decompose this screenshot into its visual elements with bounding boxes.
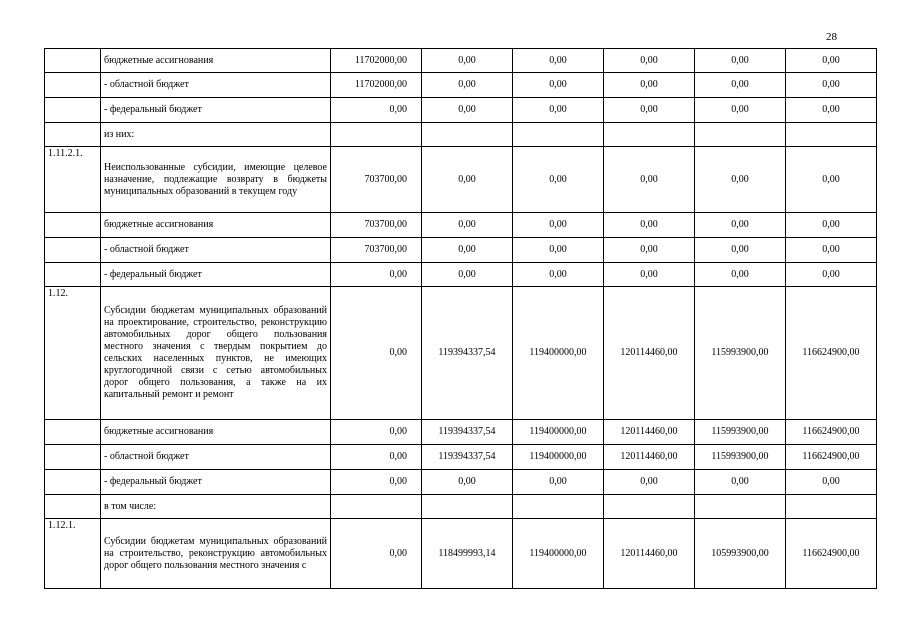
row-number-cell [45,123,101,147]
value-cell: 0,00 [331,470,422,495]
value-cell: 120114460,00 [604,420,695,445]
table-row [45,519,877,589]
value-cell: 0,00 [786,263,877,287]
value-cell: 115993900,00 [695,420,786,445]
value-cell: 0,00 [422,49,513,73]
description-cell: в том числе: [101,495,331,519]
value-cell: 11702000,00 [331,49,422,73]
table-row [45,238,877,263]
value-cell: 703700,00 [331,147,422,213]
value-cell: 0,00 [604,49,695,73]
value-cell [786,123,877,147]
value-cell: 0,00 [422,470,513,495]
value-cell [331,123,422,147]
row-number-cell: 1.11.2.1. [45,147,101,213]
value-cell: 0,00 [786,470,877,495]
value-cell: 0,00 [695,213,786,238]
budget-table [44,48,877,589]
value-cell: 0,00 [604,73,695,98]
row-number-cell [45,263,101,287]
value-cell: 0,00 [695,49,786,73]
table-row [45,123,877,147]
value-cell: 0,00 [422,213,513,238]
value-cell [786,495,877,519]
value-cell: 116624900,00 [786,445,877,470]
value-cell: 0,00 [331,287,422,420]
value-cell: 0,00 [422,238,513,263]
description-cell: - областной бюджет [101,73,331,98]
value-cell: 119394337,54 [422,445,513,470]
value-cell: 0,00 [695,470,786,495]
value-cell [422,123,513,147]
value-cell [695,495,786,519]
value-cell: 0,00 [331,519,422,589]
value-cell: 120114460,00 [604,445,695,470]
description-cell: - областной бюджет [101,445,331,470]
value-cell: 0,00 [604,213,695,238]
value-cell: 0,00 [695,238,786,263]
value-cell: 0,00 [786,213,877,238]
value-cell: 0,00 [604,98,695,123]
value-cell: 0,00 [786,73,877,98]
value-cell: 703700,00 [331,213,422,238]
row-number-cell [45,73,101,98]
value-cell: 119394337,54 [422,287,513,420]
value-cell [604,495,695,519]
value-cell: 116624900,00 [786,420,877,445]
value-cell: 0,00 [513,263,604,287]
value-cell: 0,00 [513,470,604,495]
table-row [45,147,877,213]
value-cell [331,495,422,519]
table-row [45,213,877,238]
description-cell: - федеральный бюджет [101,470,331,495]
description-cell: бюджетные ассигнования [101,420,331,445]
value-cell: 0,00 [513,98,604,123]
description-cell: Неиспользованные субсидии, имеющие целевое назначение, подлежащие возврату в бюджеты муниципальных образований в текущем году [101,147,331,213]
description-cell: - областной бюджет [101,238,331,263]
row-number-cell [45,445,101,470]
value-cell: 0,00 [513,147,604,213]
row-number-cell: 1.12.1. [45,519,101,589]
table-row [45,73,877,98]
row-number-cell [45,98,101,123]
value-cell: 116624900,00 [786,519,877,589]
row-number-cell: 1.12. [45,287,101,420]
value-cell: 119400000,00 [513,519,604,589]
value-cell [422,495,513,519]
table-row [45,420,877,445]
value-cell: 0,00 [786,98,877,123]
value-cell: 119394337,54 [422,420,513,445]
value-cell: 0,00 [786,238,877,263]
description-cell: - федеральный бюджет [101,263,331,287]
value-cell: 119400000,00 [513,420,604,445]
value-cell: 0,00 [786,147,877,213]
value-cell: 0,00 [604,147,695,213]
value-cell: 118499993,14 [422,519,513,589]
row-number-cell [45,495,101,519]
value-cell: 0,00 [331,263,422,287]
value-cell: 0,00 [695,147,786,213]
value-cell: 0,00 [422,147,513,213]
table-row [45,470,877,495]
value-cell [695,123,786,147]
value-cell: 0,00 [695,98,786,123]
table-row [45,445,877,470]
table-row [45,495,877,519]
value-cell: 115993900,00 [695,287,786,420]
description-cell: Субсидии бюджетам муниципальных образований на строительство, реконструкцию автомобильных дорог общего пользования местного значения с [101,519,331,589]
value-cell: 120114460,00 [604,519,695,589]
table-row [45,49,877,73]
row-number-cell [45,470,101,495]
value-cell: 115993900,00 [695,445,786,470]
value-cell: 0,00 [422,98,513,123]
value-cell: 0,00 [604,470,695,495]
description-cell: бюджетные ассигнования [101,213,331,238]
table-row [45,263,877,287]
value-cell: 0,00 [513,73,604,98]
value-cell: 105993900,00 [695,519,786,589]
row-number-cell [45,420,101,445]
value-cell: 119400000,00 [513,287,604,420]
row-number-cell [45,49,101,73]
description-cell: - федеральный бюджет [101,98,331,123]
value-cell: 0,00 [604,263,695,287]
value-cell: 0,00 [513,49,604,73]
value-cell: 0,00 [513,238,604,263]
value-cell: 11702000,00 [331,73,422,98]
table-row [45,98,877,123]
value-cell: 0,00 [422,263,513,287]
description-cell: Субсидии бюджетам муниципальных образований на проектирование, строительство, реконструкцию автомобильных дорог общего пользования местного значения с твердым покрытием до сельских населенных пунктов, не имеющих круглогодичной связи с сетью автомобильных дорог общего пользования, а также на их капитальный ремонт и ремонт [101,287,331,420]
row-number-cell [45,238,101,263]
value-cell [513,495,604,519]
value-cell: 0,00 [422,73,513,98]
value-cell: 703700,00 [331,238,422,263]
value-cell [604,123,695,147]
value-cell [513,123,604,147]
description-cell: из них: [101,123,331,147]
row-number-cell [45,213,101,238]
value-cell: 0,00 [604,238,695,263]
value-cell: 0,00 [331,445,422,470]
value-cell: 0,00 [786,49,877,73]
value-cell: 0,00 [695,263,786,287]
value-cell: 116624900,00 [786,287,877,420]
value-cell: 120114460,00 [604,287,695,420]
value-cell: 0,00 [513,213,604,238]
description-cell: бюджетные ассигнования [101,49,331,73]
value-cell: 0,00 [331,98,422,123]
value-cell: 119400000,00 [513,445,604,470]
page-number: 28 [826,31,837,43]
value-cell: 0,00 [695,73,786,98]
table-row [45,287,877,420]
value-cell: 0,00 [331,420,422,445]
